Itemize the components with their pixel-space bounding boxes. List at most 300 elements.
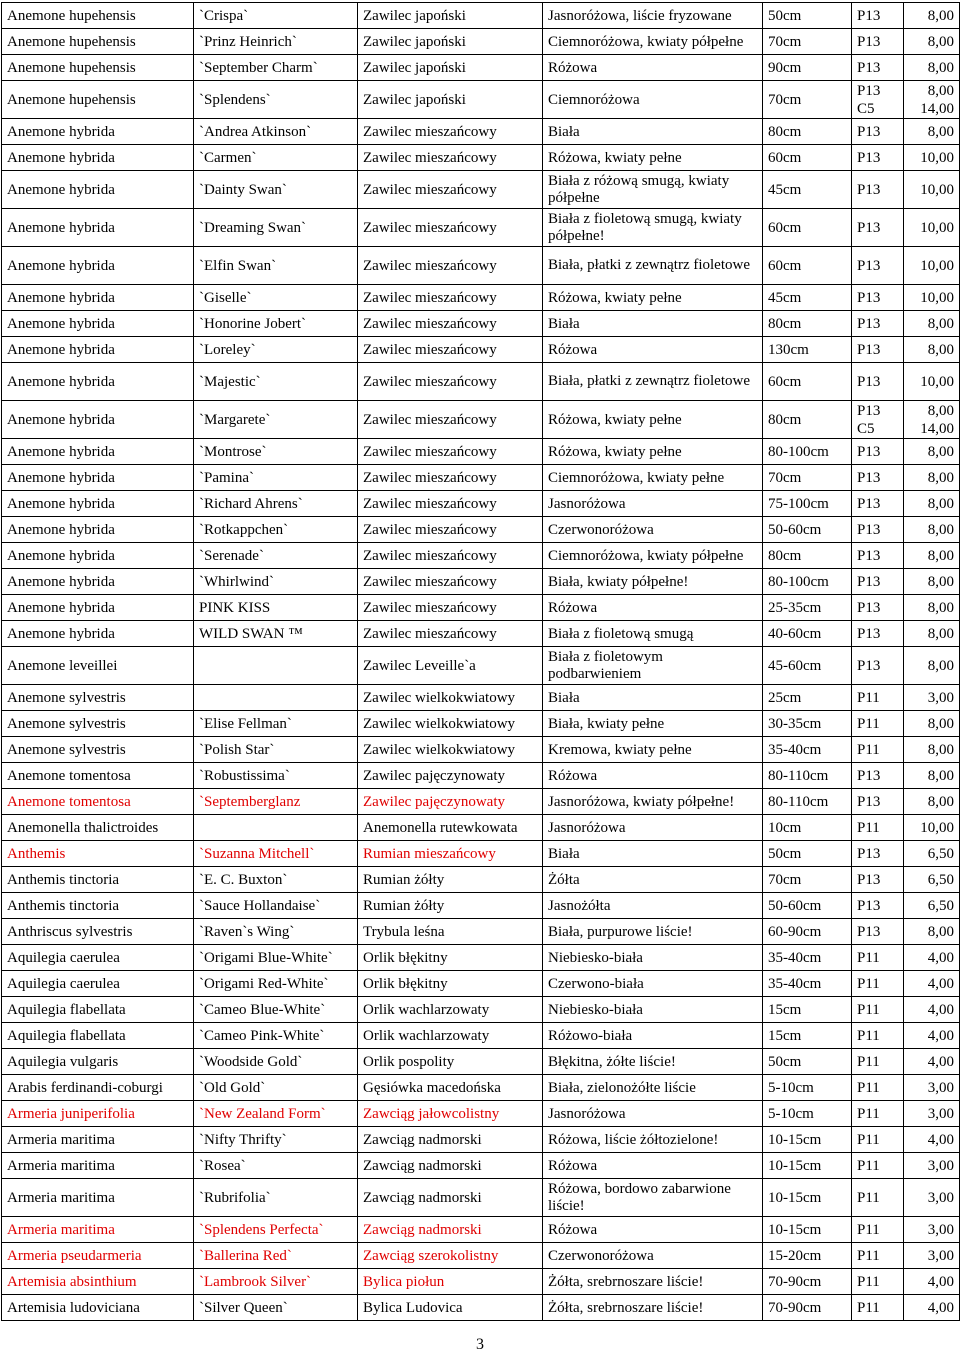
- description-cell: Żółta: [543, 867, 763, 893]
- height-cell: 45cm: [763, 171, 852, 209]
- cultivar-cell: `Dainty Swan`: [194, 171, 358, 209]
- latin-name-cell: Armeria maritima: [2, 1217, 194, 1243]
- pot-size-cell: P13: [852, 363, 904, 401]
- price-cell: 8,00: [904, 569, 960, 595]
- price-cell: 6,50: [904, 893, 960, 919]
- description-cell: Biała: [543, 119, 763, 145]
- latin-name-cell: Anthriscus sylvestris: [2, 919, 194, 945]
- height-cell: 70cm: [763, 81, 852, 119]
- pot-size-cell: P11: [852, 1101, 904, 1127]
- price-cell: 3,00: [904, 1153, 960, 1179]
- height-cell: 80-100cm: [763, 439, 852, 465]
- description-cell: Biała, płatki z zewnątrz fioletowe: [543, 363, 763, 401]
- height-cell: 130cm: [763, 337, 852, 363]
- table-row: [2, 945, 960, 971]
- cultivar-cell: `Richard Ahrens`: [194, 491, 358, 517]
- price-cell: 8,00: [904, 711, 960, 737]
- polish-name-cell: Zawilec mieszańcowy: [358, 517, 543, 543]
- description-cell: Biała, zielonożółte liście: [543, 1075, 763, 1101]
- price-cell: 4,00: [904, 1023, 960, 1049]
- polish-name-cell: Gęsiówka macedońska: [358, 1075, 543, 1101]
- pot-size-cell: P13: [852, 439, 904, 465]
- pot-size-cell: [852, 401, 904, 439]
- polish-name-cell: Zawilec japoński: [358, 55, 543, 81]
- latin-name-cell: Anthemis: [2, 841, 194, 867]
- price-cell: 8,00: [904, 439, 960, 465]
- pot-size-cell: P11: [852, 1075, 904, 1101]
- polish-name-cell: Zawilec mieszańcowy: [358, 569, 543, 595]
- price-cell: 3,00: [904, 685, 960, 711]
- description-cell: Ciemnoróżowa: [543, 81, 763, 119]
- table-row: [2, 119, 960, 145]
- price-cell: 8,00: [904, 647, 960, 685]
- table-row: [2, 893, 960, 919]
- table-row: [2, 3, 960, 29]
- pot-size-cell: P11: [852, 685, 904, 711]
- description-cell: Ciemnoróżowa, kwiaty półpełne: [543, 29, 763, 55]
- height-cell: 35-40cm: [763, 971, 852, 997]
- description-cell: Różowa, kwiaty pełne: [543, 285, 763, 311]
- latin-name-cell: Armeria maritima: [2, 1127, 194, 1153]
- polish-name-cell: Bylica piołun: [358, 1269, 543, 1295]
- pot-size-cell: P13: [852, 919, 904, 945]
- table-row: [2, 439, 960, 465]
- latin-name-cell: Aquilegia flabellata: [2, 997, 194, 1023]
- description-cell: Czerwono-biała: [543, 971, 763, 997]
- pot-size-cell: P11: [852, 1269, 904, 1295]
- table-row: [2, 685, 960, 711]
- cultivar-cell: `New Zealand Form`: [194, 1101, 358, 1127]
- height-cell: 70-90cm: [763, 1269, 852, 1295]
- catalog-rows: [2, 3, 960, 1321]
- cultivar-cell: `Splendens`: [194, 81, 358, 119]
- table-row: [2, 841, 960, 867]
- description-cell: Biała: [543, 841, 763, 867]
- pot-size-cell: P13: [852, 465, 904, 491]
- table-row: [2, 247, 960, 285]
- cultivar-cell: `Andrea Atkinson`: [194, 119, 358, 145]
- price-cell: 10,00: [904, 815, 960, 841]
- pot-size-cell: P13: [852, 621, 904, 647]
- description-cell: Różowa: [543, 1153, 763, 1179]
- cultivar-cell: [194, 815, 358, 841]
- table-row: [2, 647, 960, 685]
- latin-name-cell: Anemone hybrida: [2, 569, 194, 595]
- price-cell: 8,00: [904, 337, 960, 363]
- height-cell: 80cm: [763, 543, 852, 569]
- height-cell: 70cm: [763, 465, 852, 491]
- polish-name-cell: Zawilec mieszańcowy: [358, 363, 543, 401]
- pot-size-value: P13: [857, 82, 881, 99]
- pot-size-cell: P13: [852, 517, 904, 543]
- price-cell: 3,00: [904, 1101, 960, 1127]
- table-row: [2, 971, 960, 997]
- description-cell: Różowa: [543, 595, 763, 621]
- table-row: [2, 595, 960, 621]
- latin-name-cell: Anemone hupehensis: [2, 55, 194, 81]
- table-row: [2, 815, 960, 841]
- height-cell: 35-40cm: [763, 945, 852, 971]
- latin-name-cell: Armeria maritima: [2, 1179, 194, 1217]
- description-cell: Biała, kwiaty półpełne!: [543, 569, 763, 595]
- cultivar-cell: `Silver Queen`: [194, 1295, 358, 1321]
- height-cell: 10-15cm: [763, 1217, 852, 1243]
- polish-name-cell: Zawilec mieszańcowy: [358, 439, 543, 465]
- table-row: [2, 491, 960, 517]
- cultivar-cell: `September Charm`: [194, 55, 358, 81]
- latin-name-cell: Anemone tomentosa: [2, 763, 194, 789]
- latin-name-cell: Anemone hybrida: [2, 517, 194, 543]
- height-cell: 15cm: [763, 997, 852, 1023]
- pot-size-cell: P11: [852, 1127, 904, 1153]
- description-cell: Czerwonoróżowa: [543, 517, 763, 543]
- cultivar-cell: `Whirlwind`: [194, 569, 358, 595]
- table-row: [2, 543, 960, 569]
- cultivar-cell: `Woodside Gold`: [194, 1049, 358, 1075]
- cultivar-cell: `Carmen`: [194, 145, 358, 171]
- polish-name-cell: Zawilec japoński: [358, 29, 543, 55]
- height-cell: 50cm: [763, 841, 852, 867]
- pot-size-cell: P13: [852, 789, 904, 815]
- pot-size-cell: P11: [852, 1023, 904, 1049]
- polish-name-cell: Zawilec mieszańcowy: [358, 171, 543, 209]
- price-cell: 8,00: [904, 517, 960, 543]
- pot-size-cell: P11: [852, 711, 904, 737]
- height-cell: 50cm: [763, 1049, 852, 1075]
- latin-name-cell: Aquilegia caerulea: [2, 945, 194, 971]
- pot-size-cell: P13: [852, 569, 904, 595]
- price-cell: 8,00: [904, 763, 960, 789]
- cultivar-cell: `Nifty Thrifty`: [194, 1127, 358, 1153]
- cultivar-cell: `Old Gold`: [194, 1075, 358, 1101]
- height-cell: 5-10cm: [763, 1075, 852, 1101]
- latin-name-cell: Anemone sylvestris: [2, 711, 194, 737]
- latin-name-cell: Anemone hybrida: [2, 145, 194, 171]
- pot-size-cell: P13: [852, 647, 904, 685]
- pot-size-cell: P13: [852, 247, 904, 285]
- pot-size-cell: P13: [852, 337, 904, 363]
- pot-size-cell: P13: [852, 763, 904, 789]
- pot-size-cell: P13: [852, 841, 904, 867]
- page-number: 3: [476, 1336, 484, 1353]
- height-cell: 60cm: [763, 209, 852, 247]
- description-cell: Jasnoróżowa: [543, 815, 763, 841]
- table-row: [2, 1023, 960, 1049]
- height-cell: 80cm: [763, 311, 852, 337]
- polish-name-cell: Zawciąg nadmorski: [358, 1153, 543, 1179]
- latin-name-cell: Anemone hybrida: [2, 337, 194, 363]
- height-cell: 10-15cm: [763, 1127, 852, 1153]
- height-cell: 10cm: [763, 815, 852, 841]
- polish-name-cell: Zawilec wielkokwiatowy: [358, 685, 543, 711]
- plant-catalog-table: [1, 2, 960, 1321]
- latin-name-cell: Anemone hupehensis: [2, 3, 194, 29]
- description-cell: Biała z różową smugą, kwiaty półpełne: [543, 171, 763, 209]
- cultivar-cell: `Splendens Perfecta`: [194, 1217, 358, 1243]
- polish-name-cell: Zawciąg nadmorski: [358, 1179, 543, 1217]
- polish-name-cell: Zawilec mieszańcowy: [358, 247, 543, 285]
- description-cell: Jasnoróżowa: [543, 491, 763, 517]
- height-cell: 40-60cm: [763, 621, 852, 647]
- latin-name-cell: Armeria juniperifolia: [2, 1101, 194, 1127]
- price-cell: 4,00: [904, 1127, 960, 1153]
- description-cell: Biała z fioletowym podbarwieniem: [543, 647, 763, 685]
- latin-name-cell: Anemone hybrida: [2, 621, 194, 647]
- cultivar-cell: `Margarete`: [194, 401, 358, 439]
- cultivar-cell: PINK KISS: [194, 595, 358, 621]
- cultivar-cell: [194, 685, 358, 711]
- price-cell: 3,00: [904, 1217, 960, 1243]
- pot-size-cell: P11: [852, 1295, 904, 1321]
- polish-name-cell: Orlik pospolity: [358, 1049, 543, 1075]
- latin-name-cell: Anemone hybrida: [2, 247, 194, 285]
- table-row: [2, 621, 960, 647]
- price-value: 8,00: [927, 82, 954, 99]
- cultivar-cell: `Prinz Heinrich`: [194, 29, 358, 55]
- price-cell: [904, 401, 960, 439]
- price-value: 14,00: [920, 420, 954, 437]
- description-cell: Różowa: [543, 337, 763, 363]
- pot-size-value: P13: [857, 402, 881, 419]
- description-cell: Różowa, kwiaty pełne: [543, 439, 763, 465]
- table-row: [2, 997, 960, 1023]
- polish-name-cell: Bylica Ludovica: [358, 1295, 543, 1321]
- description-cell: Biała z fioletową smugą, kwiaty półpełne!: [543, 209, 763, 247]
- price-cell: 4,00: [904, 945, 960, 971]
- table-row: [2, 401, 960, 439]
- price-cell: 10,00: [904, 209, 960, 247]
- cultivar-cell: `Cameo Pink-White`: [194, 1023, 358, 1049]
- latin-name-cell: Arabis ferdinandi-coburgi: [2, 1075, 194, 1101]
- description-cell: Biała, kwiaty pełne: [543, 711, 763, 737]
- polish-name-cell: Zawilec wielkokwiatowy: [358, 737, 543, 763]
- height-cell: 45-60cm: [763, 647, 852, 685]
- description-cell: Biała: [543, 685, 763, 711]
- pot-size-value: C5: [857, 100, 875, 117]
- price-cell: 10,00: [904, 285, 960, 311]
- price-cell: 10,00: [904, 247, 960, 285]
- price-cell: 4,00: [904, 997, 960, 1023]
- height-cell: 60cm: [763, 363, 852, 401]
- pot-size-cell: P11: [852, 1217, 904, 1243]
- polish-name-cell: Zawciąg szerokolistny: [358, 1243, 543, 1269]
- cultivar-cell: `Septemberglanz: [194, 789, 358, 815]
- table-row: [2, 81, 960, 119]
- latin-name-cell: Anemone hybrida: [2, 209, 194, 247]
- height-cell: 60cm: [763, 145, 852, 171]
- cultivar-cell: `Dreaming Swan`: [194, 209, 358, 247]
- pot-size-cell: P11: [852, 1179, 904, 1217]
- description-cell: Żółta, srebrnoszare liście!: [543, 1295, 763, 1321]
- table-row: [2, 711, 960, 737]
- height-cell: 5-10cm: [763, 1101, 852, 1127]
- polish-name-cell: Zawilec mieszańcowy: [358, 285, 543, 311]
- polish-name-cell: Zawilec wielkokwiatowy: [358, 711, 543, 737]
- price-cell: 4,00: [904, 1049, 960, 1075]
- latin-name-cell: Aquilegia flabellata: [2, 1023, 194, 1049]
- description-cell: Błękitna, żółte liście!: [543, 1049, 763, 1075]
- polish-name-cell: Anemonella rutewkowata: [358, 815, 543, 841]
- description-cell: Różowa, bordowo zabarwione liście!: [543, 1179, 763, 1217]
- table-row: [2, 1153, 960, 1179]
- pot-size-cell: P13: [852, 543, 904, 569]
- description-cell: Żółta, srebrnoszare liście!: [543, 1269, 763, 1295]
- description-cell: Ciemnoróżowa, kwiaty pełne: [543, 465, 763, 491]
- description-cell: Różowa, kwiaty pełne: [543, 401, 763, 439]
- price-cell: 3,00: [904, 1075, 960, 1101]
- height-cell: 30-35cm: [763, 711, 852, 737]
- cultivar-cell: `Raven`s Wing`: [194, 919, 358, 945]
- cultivar-cell: `Serenade`: [194, 543, 358, 569]
- description-cell: Jasnożółta: [543, 893, 763, 919]
- latin-name-cell: Anemone sylvestris: [2, 685, 194, 711]
- latin-name-cell: Anemone hupehensis: [2, 81, 194, 119]
- pot-size-cell: P11: [852, 945, 904, 971]
- table-row: [2, 209, 960, 247]
- table-row: [2, 1295, 960, 1321]
- cultivar-cell: `Origami Red-White`: [194, 971, 358, 997]
- polish-name-cell: Zawilec japoński: [358, 81, 543, 119]
- price-cell: 10,00: [904, 145, 960, 171]
- table-row: [2, 1101, 960, 1127]
- table-row: [2, 465, 960, 491]
- cultivar-cell: `Giselle`: [194, 285, 358, 311]
- height-cell: 80-110cm: [763, 763, 852, 789]
- pot-size-cell: [852, 81, 904, 119]
- description-cell: Niebiesko-biała: [543, 945, 763, 971]
- cultivar-cell: `E. C. Buxton`: [194, 867, 358, 893]
- latin-name-cell: Anemone hybrida: [2, 595, 194, 621]
- latin-name-cell: Anemone hybrida: [2, 311, 194, 337]
- pot-size-cell: P13: [852, 119, 904, 145]
- table-row: [2, 789, 960, 815]
- price-cell: 8,00: [904, 737, 960, 763]
- height-cell: 70-90cm: [763, 1295, 852, 1321]
- height-cell: 60-90cm: [763, 919, 852, 945]
- latin-name-cell: Anemone hupehensis: [2, 29, 194, 55]
- price-cell: 8,00: [904, 119, 960, 145]
- price-cell: 8,00: [904, 3, 960, 29]
- polish-name-cell: Orlik błękitny: [358, 945, 543, 971]
- price-value: 8,00: [927, 402, 954, 419]
- latin-name-cell: Anemone hybrida: [2, 401, 194, 439]
- description-cell: Różowa: [543, 763, 763, 789]
- price-cell: 3,00: [904, 1179, 960, 1217]
- cultivar-cell: WILD SWAN ™: [194, 621, 358, 647]
- price-cell: 8,00: [904, 491, 960, 517]
- cultivar-cell: `Suzanna Mitchell`: [194, 841, 358, 867]
- cultivar-cell: `Origami Blue-White`: [194, 945, 358, 971]
- table-row: [2, 569, 960, 595]
- table-row: [2, 517, 960, 543]
- price-cell: 3,00: [904, 1243, 960, 1269]
- latin-name-cell: Anemone leveillei: [2, 647, 194, 685]
- height-cell: 50-60cm: [763, 517, 852, 543]
- table-row: [2, 919, 960, 945]
- height-cell: 80-110cm: [763, 789, 852, 815]
- polish-name-cell: Zawilec mieszańcowy: [358, 337, 543, 363]
- height-cell: 80cm: [763, 119, 852, 145]
- polish-name-cell: Zawilec mieszańcowy: [358, 465, 543, 491]
- height-cell: 80-100cm: [763, 569, 852, 595]
- pot-size-cell: P11: [852, 737, 904, 763]
- latin-name-cell: Anthemis tinctoria: [2, 867, 194, 893]
- description-cell: Czerwonoróżowa: [543, 1243, 763, 1269]
- cultivar-cell: `Honorine Jobert`: [194, 311, 358, 337]
- table-row: [2, 1243, 960, 1269]
- cultivar-cell: `Loreley`: [194, 337, 358, 363]
- cultivar-cell: `Elfin Swan`: [194, 247, 358, 285]
- price-cell: 4,00: [904, 1269, 960, 1295]
- cultivar-cell: `Ballerina Red`: [194, 1243, 358, 1269]
- pot-size-cell: P13: [852, 145, 904, 171]
- price-cell: 8,00: [904, 55, 960, 81]
- height-cell: 75-100cm: [763, 491, 852, 517]
- cultivar-cell: `Sauce Hollandaise`: [194, 893, 358, 919]
- pot-size-cell: P11: [852, 1153, 904, 1179]
- description-cell: Biała, płatki z zewnątrz fioletowe: [543, 247, 763, 285]
- height-cell: 15cm: [763, 1023, 852, 1049]
- latin-name-cell: Armeria maritima: [2, 1153, 194, 1179]
- height-cell: 25-35cm: [763, 595, 852, 621]
- price-cell: 8,00: [904, 595, 960, 621]
- polish-name-cell: Zawilec mieszańcowy: [358, 595, 543, 621]
- pot-size-cell: P13: [852, 285, 904, 311]
- polish-name-cell: Rumian żółty: [358, 867, 543, 893]
- description-cell: Ciemnoróżowa, kwiaty półpełne: [543, 543, 763, 569]
- pot-size-cell: P13: [852, 3, 904, 29]
- latin-name-cell: Anemone hybrida: [2, 285, 194, 311]
- latin-name-cell: Anemone hybrida: [2, 363, 194, 401]
- cultivar-cell: `Elise Fellman`: [194, 711, 358, 737]
- price-cell: 6,50: [904, 867, 960, 893]
- polish-name-cell: Zawilec mieszańcowy: [358, 119, 543, 145]
- table-row: [2, 1075, 960, 1101]
- polish-name-cell: Zawilec pajęczynowaty: [358, 763, 543, 789]
- table-row: [2, 763, 960, 789]
- latin-name-cell: Aquilegia caerulea: [2, 971, 194, 997]
- pot-size-cell: P13: [852, 491, 904, 517]
- latin-name-cell: Anemone hybrida: [2, 439, 194, 465]
- description-cell: Różowa, liście żółtozielone!: [543, 1127, 763, 1153]
- polish-name-cell: Zawilec mieszańcowy: [358, 311, 543, 337]
- pot-size-cell: P13: [852, 209, 904, 247]
- polish-name-cell: Zawilec pajęczynowaty: [358, 789, 543, 815]
- latin-name-cell: Armeria pseudarmeria: [2, 1243, 194, 1269]
- polish-name-cell: Zawilec japoński: [358, 3, 543, 29]
- cultivar-cell: `Pamina`: [194, 465, 358, 491]
- description-cell: Kremowa, kwiaty pełne: [543, 737, 763, 763]
- polish-name-cell: Orlik błękitny: [358, 971, 543, 997]
- description-cell: Biała z fioletową smugą: [543, 621, 763, 647]
- description-cell: Niebiesko-biała: [543, 997, 763, 1023]
- table-row: [2, 55, 960, 81]
- price-value: 14,00: [920, 100, 954, 117]
- polish-name-cell: Orlik wachlarzowaty: [358, 1023, 543, 1049]
- price-cell: 8,00: [904, 543, 960, 569]
- cultivar-cell: `Crispa`: [194, 3, 358, 29]
- pot-size-cell: P13: [852, 171, 904, 209]
- price-cell: 8,00: [904, 789, 960, 815]
- polish-name-cell: Rumian żółty: [358, 893, 543, 919]
- height-cell: 50-60cm: [763, 893, 852, 919]
- table-row: [2, 29, 960, 55]
- price-cell: 8,00: [904, 621, 960, 647]
- description-cell: Biała, purpurowe liście!: [543, 919, 763, 945]
- polish-name-cell: Rumian mieszańcowy: [358, 841, 543, 867]
- polish-name-cell: Zawilec mieszańcowy: [358, 209, 543, 247]
- polish-name-cell: Zawilec Leveille`a: [358, 647, 543, 685]
